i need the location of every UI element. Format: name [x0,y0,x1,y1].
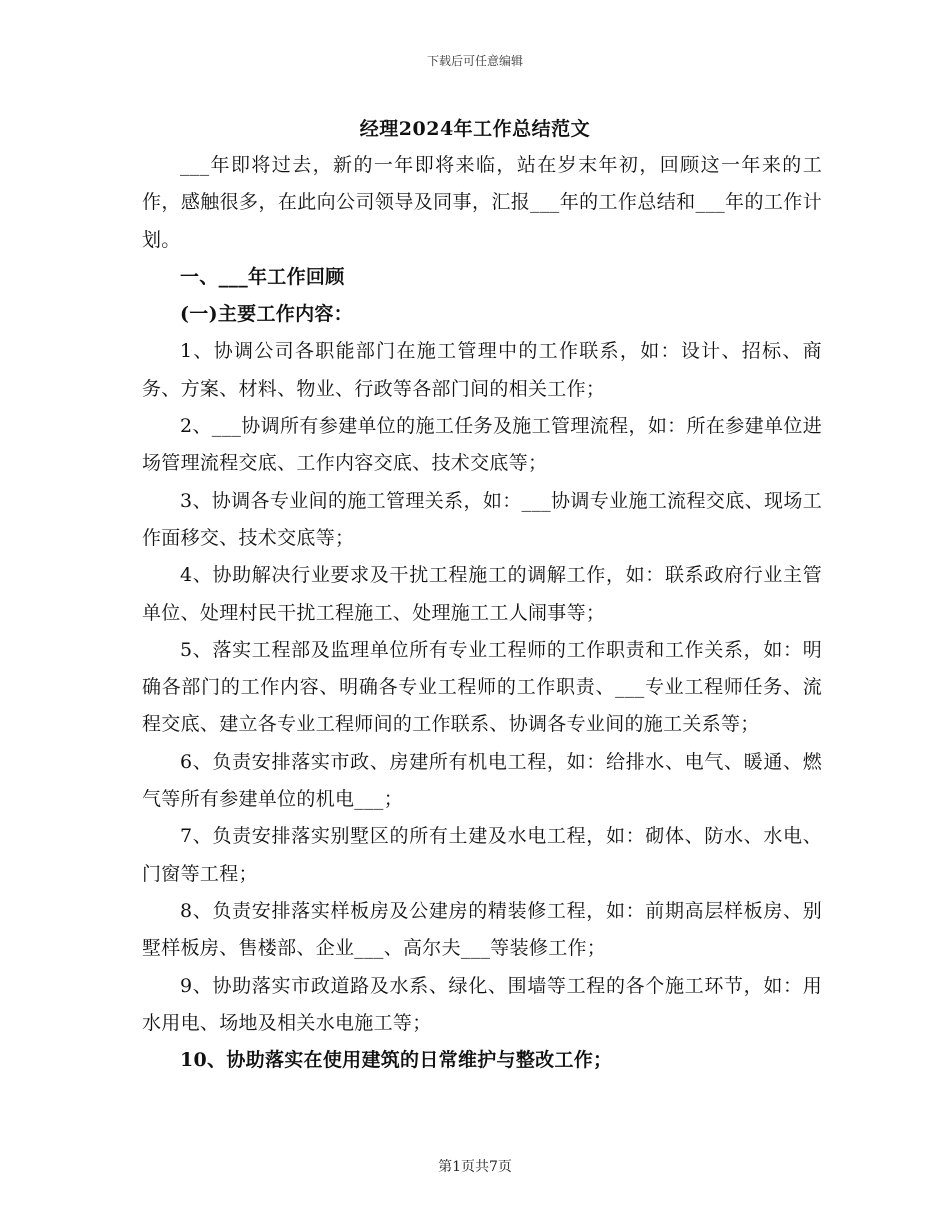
paragraph: 2、___协调所有参建单位的施工任务及施工管理流程，如：所在参建单位进场管理流程交底、工作内容交底、技术交底等； [142,415,822,475]
page-number: 第1页共7页 [438,1159,512,1175]
document-title: 经理2024年工作总结范文 [359,118,591,140]
document-body [142,147,822,1079]
paragraph: 9、协助落实市政道路及水系、绿化、围墙等工程的各个施工环节，如：用水用电、场地及相关水电施工等； [142,974,822,1034]
paragraph: 5、落实工程部及监理单位所有专业工程师的工作职责和工作关系，如：明确各部门的工作内容、明确各专业工程师的工作职责、___专业工程师任务、流程交底、建立各专业工程师间的工作联系、协调各专业间的施工关系等； [142,638,822,736]
paragraph: 4、协助解决行业要求及干扰工程施工的调解工作，如：联系政府行业主管单位、处理村民干扰工程施工、处理施工工人闹事等； [142,564,822,624]
paragraph: (一)主要工作内容： [180,303,353,326]
paragraph: 6、负责安排落实市政、房建所有机电工程，如：给排水、电气、暖通、燃气等所有参建单位的机电___； [142,750,822,811]
paragraph: 7、负责安排落实别墅区的所有土建及水电工程，如：砌体、防水、水电、门窗等工程； [142,825,822,885]
paragraph: 一、___年工作回顾 [180,265,345,288]
paragraph: 3、协调各专业间的施工管理关系，如：___协调专业施工流程交底、现场工作面移交、技术交底等； [142,489,822,549]
header-note: 下载后可任意编辑 [426,54,523,68]
paragraph: 8、负责安排落实样板房及公建房的精装修工程，如：前期高层样板房、别墅样板房、售楼部、企业___、高尔夫___等装修工作； [142,899,822,960]
paragraph: 1、协调公司各职能部门在施工管理中的工作联系，如：设计、招标、商务、方案、材料、物业、行政等各部门间的相关工作； [142,340,822,400]
paragraph: ___年即将过去，新的一年即将来临，站在岁末年初，回顾这一年来的工作，感触很多，在此向公司领导及同事，汇报___年的工作总结和___年的工作计划。 [142,154,822,251]
paragraph: 10、协助落实在使用建筑的日常维护与整改工作； [180,1049,613,1072]
